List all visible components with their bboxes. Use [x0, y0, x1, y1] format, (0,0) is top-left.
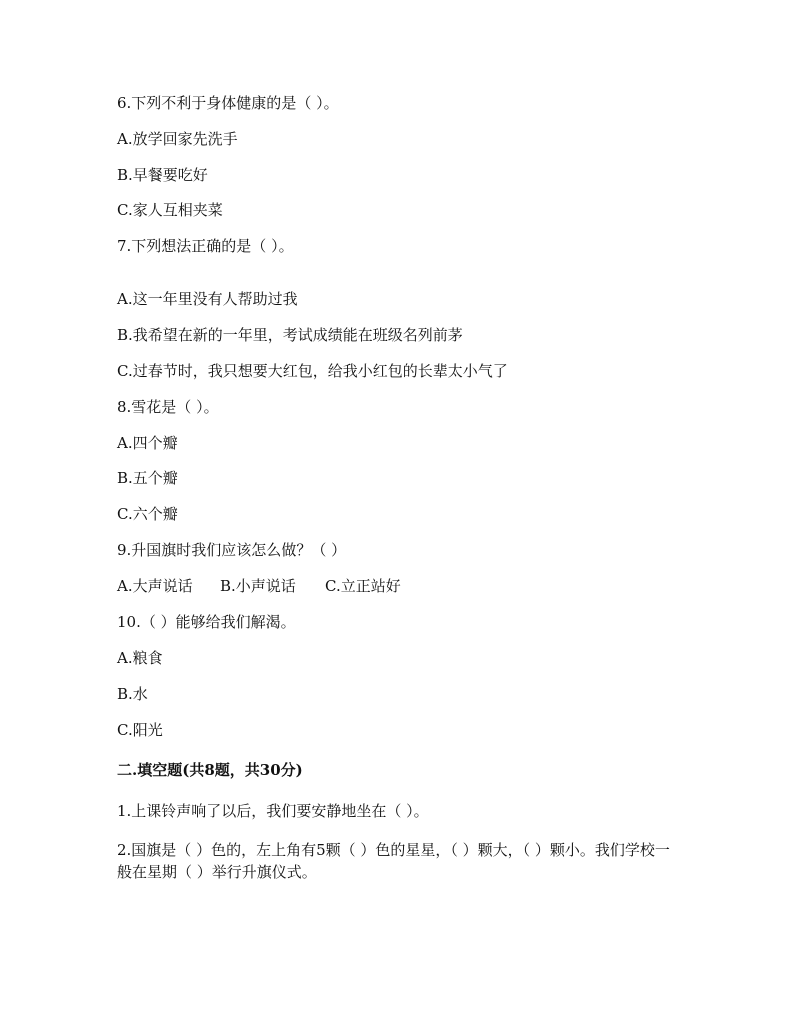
- question-7-option-b: B.我希望在新的一年里，考试成绩能在班级名列前茅: [117, 326, 463, 344]
- section-2-heading: 二.填空题(共8题，共30分): [117, 761, 303, 779]
- question-8-stem: 8.雪花是（ ）。: [117, 398, 219, 416]
- question-7-stem: 7.下列想法正确的是（ ）。: [117, 237, 294, 255]
- question-9-option-c: C.立正站好: [325, 577, 401, 595]
- question-6-option-a: A.放学回家先洗手: [117, 130, 238, 148]
- fill-question-1: 1.上课铃声响了以后，我们要安静地坐在（ ）。: [117, 802, 429, 820]
- question-8-option-a: A.四个瓣: [117, 434, 178, 452]
- question-10-option-b: B.水: [117, 685, 148, 703]
- question-8-option-c: C.六个瓣: [117, 505, 178, 523]
- question-6-stem: 6.下列不利于身体健康的是（ ）。: [117, 94, 339, 112]
- question-10-stem: 10.（ ）能够给我们解渴。: [117, 613, 296, 631]
- question-7-option-c: C.过春节时，我只想要大红包，给我小红包的长辈太小气了: [117, 362, 508, 380]
- question-9-option-b: B.小声说话: [220, 577, 296, 595]
- question-6-option-b: B.早餐要吃好: [117, 166, 208, 184]
- question-10-option-c: C.阳光: [117, 721, 163, 739]
- question-9-options: [117, 576, 517, 596]
- question-9-option-a: A.大声说话: [117, 577, 193, 595]
- question-7-option-a: A.这一年里没有人帮助过我: [117, 290, 298, 308]
- question-9-stem: 9.升国旗时我们应该怎么做？（ ）: [117, 541, 347, 559]
- question-8-option-b: B.五个瓣: [117, 469, 178, 487]
- fill-question-2: 2.国旗是（ ）色的，左上角有5颗（ ）色的星星，（ ）颗大，（ ）颗小。我们学校一般在星期（ ）举行升旗仪式。: [117, 841, 670, 881]
- question-10-option-a: A.粮食: [117, 649, 163, 667]
- question-6-option-c: C.家人互相夹菜: [117, 201, 223, 219]
